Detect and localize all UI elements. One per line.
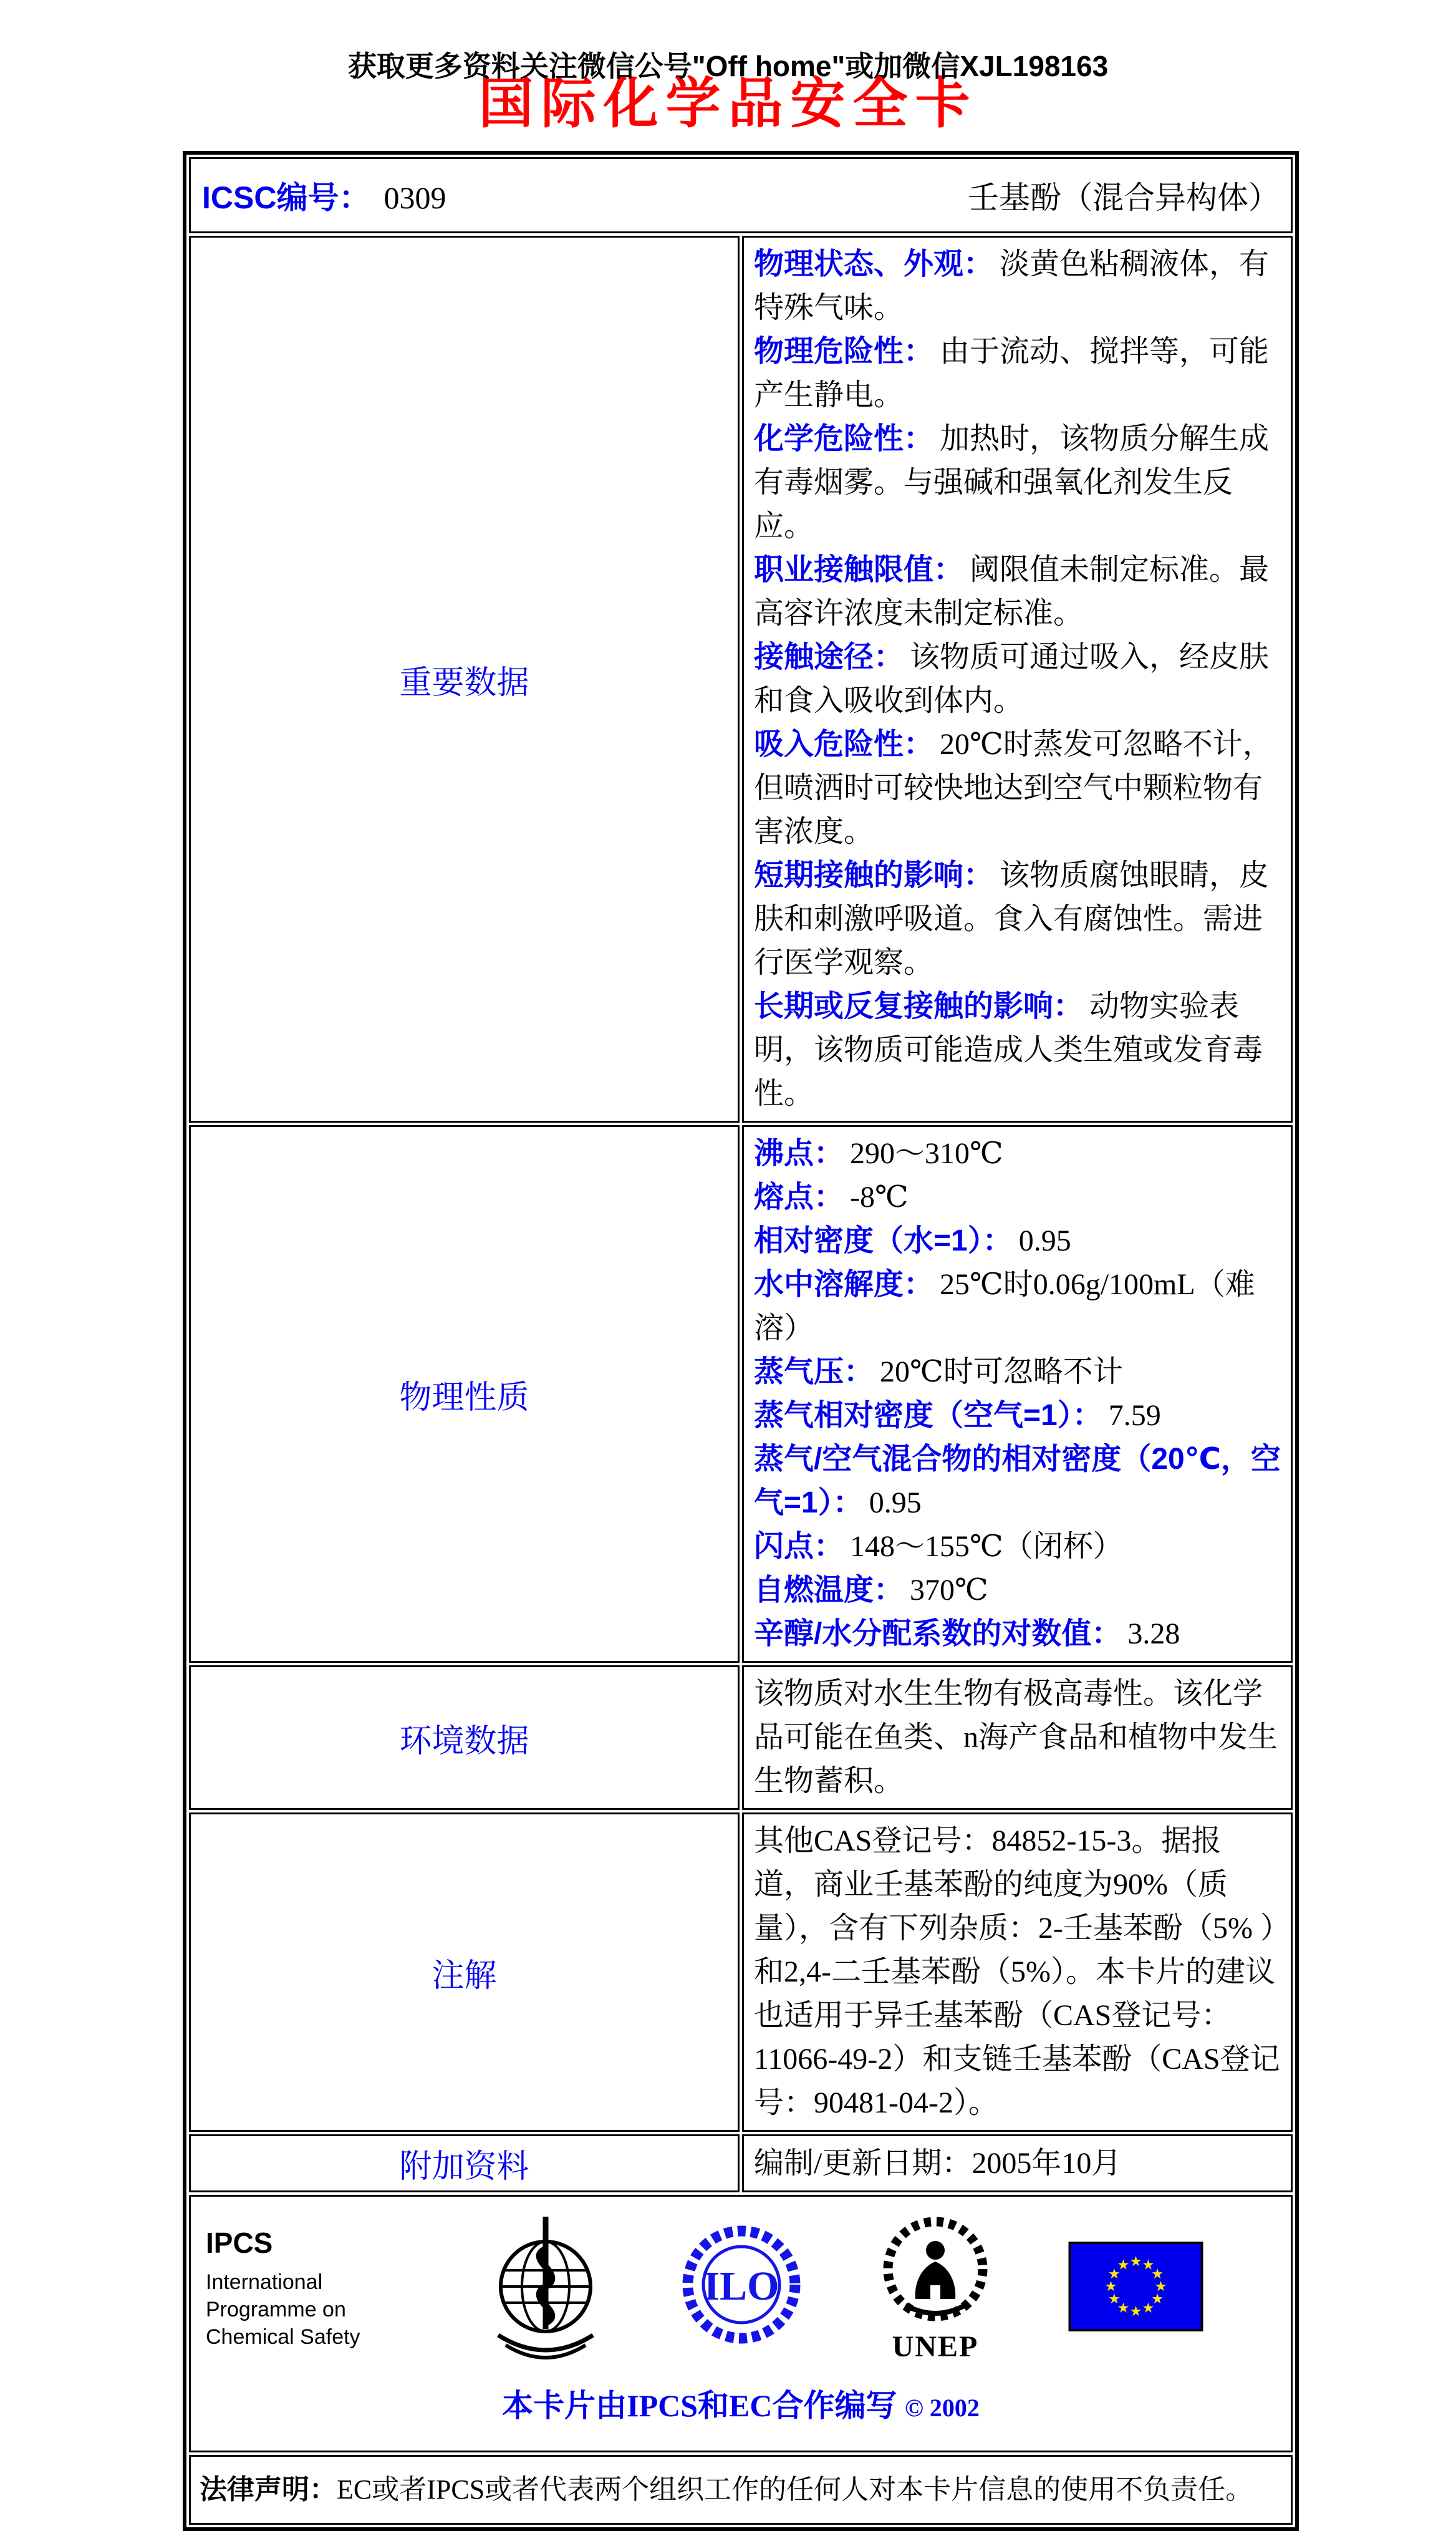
field-value: 编制/更新日期：2005年10月 xyxy=(754,2146,1122,2180)
legal-statement-cell xyxy=(189,2455,1293,2525)
field-line xyxy=(754,723,1281,854)
eu-flag-icon xyxy=(1068,2242,1203,2335)
field-value: 淡黄色粘稠液体，有特殊气味。 xyxy=(754,248,1270,324)
notes-cell xyxy=(742,1812,1293,2132)
field-line xyxy=(754,1438,1281,1525)
field-line xyxy=(754,1132,1281,1176)
field-value: 20℃时可忽略不计 xyxy=(880,1355,1123,1388)
row-label-environment-data: 环境数据 xyxy=(189,1665,740,1810)
field-value: 其他CAS登记号：84852-15-3。据报道，商业壬基苯酚的纯度为90%（质量），含有下列杂质：2-壬基苯酚（5% ）和2,4-二壬基苯酚（5%）。本卡片的建议也适用于异壬基苯酚（CAS登记号：11066-49-2）和支链壬基苯酚（CAS登记号：90481-04-2）。 xyxy=(754,1824,1280,2119)
field-line xyxy=(754,1394,1281,1438)
field-line xyxy=(754,1350,1281,1394)
ipcs-acronym: IPCS xyxy=(206,2226,273,2259)
field-label: 水中溶解度： xyxy=(754,1268,934,1301)
ipcs-text-block xyxy=(206,2226,412,2351)
field-value: 加热时，该物质分解生成有毒烟雾。与强碱和强氧化剂发生反应。 xyxy=(754,422,1270,543)
field-line xyxy=(754,1219,1281,1263)
caption-text: 本卡片由IPCS和EC合作编写 xyxy=(502,2388,897,2423)
legal-text: EC或者IPCS或者代表两个组织工作的任何人对本卡片信息的使用不负责任。 xyxy=(337,2474,1253,2505)
table-row xyxy=(189,2455,1293,2525)
field-label: 自燃温度： xyxy=(754,1574,904,1607)
table-row xyxy=(189,236,1293,1123)
table-row xyxy=(189,1812,1293,2132)
field-value: 7.59 xyxy=(1108,1399,1161,1432)
field-line xyxy=(754,417,1281,548)
field-label: 熔点： xyxy=(754,1181,844,1214)
page-title: 国际化学品安全卡 xyxy=(478,74,978,135)
field-label: 职业接触限值： xyxy=(754,553,964,586)
who-logo-icon xyxy=(483,2213,608,2363)
field-line xyxy=(754,548,1281,636)
field-label: 化学危险性： xyxy=(754,422,934,455)
row-label-notes: 注解 xyxy=(189,1812,740,2132)
row-label-important-data: 重要数据 xyxy=(189,236,740,1123)
field-line xyxy=(754,1819,1281,2125)
field-label: 相对密度（水=1）： xyxy=(754,1224,1013,1257)
field-line xyxy=(754,636,1281,723)
field-label: 沸点： xyxy=(754,1137,844,1170)
field-line xyxy=(754,854,1281,985)
field-label: 蒸气相对密度（空气=1）： xyxy=(754,1399,1102,1432)
field-value: -8℃ xyxy=(850,1181,909,1214)
page-top-note: 获取更多资料关注微信公号"Off home"或加微信XJL198163 xyxy=(347,50,1109,82)
field-value: 动物实验表明，该物质可能造成人类生殖或发育毒性。 xyxy=(754,990,1263,1110)
field-line xyxy=(754,330,1281,417)
icsc-number-group xyxy=(202,173,446,218)
unep-logo-text: UNEP xyxy=(892,2330,979,2361)
field-value: 20℃时蒸发可忽略不计，但喷洒时可较快地达到空气中颗粒物有害浓度。 xyxy=(754,728,1273,848)
copyright-text: © 2002 xyxy=(904,2394,980,2422)
environment-data-cell xyxy=(742,1665,1293,1810)
logos-cell xyxy=(189,2195,1293,2452)
field-label: 接触途径： xyxy=(754,641,904,674)
ipcs-name-line: Chemical Safety xyxy=(206,2325,360,2349)
field-label: 辛醇/水分配系数的对数值： xyxy=(754,1617,1122,1650)
field-line xyxy=(754,1263,1281,1350)
field-line xyxy=(754,1672,1281,1803)
table-row xyxy=(189,1125,1293,1663)
field-label: 蒸气压： xyxy=(754,1355,874,1388)
field-value: 148～155℃（闭杯） xyxy=(850,1530,1123,1563)
field-value: 370℃ xyxy=(910,1574,988,1607)
field-line xyxy=(754,1612,1281,1656)
field-label: 短期接触的影响： xyxy=(754,859,994,892)
table-row xyxy=(189,2134,1293,2192)
field-line xyxy=(754,1525,1281,1569)
icsc-header-cell xyxy=(189,157,1293,233)
field-label: 长期或反复接触的影响： xyxy=(754,990,1084,1023)
field-value: 0.95 xyxy=(1018,1224,1071,1257)
unep-logo-icon xyxy=(874,2212,996,2364)
ipcs-name-line: International xyxy=(206,2270,323,2294)
field-value: 该物质可通过吸入，经皮肤和食入吸收到体内。 xyxy=(754,641,1270,717)
field-value: 3.28 xyxy=(1127,1617,1180,1650)
icsc-number-label: ICSC编号： xyxy=(202,180,370,215)
chemical-name: 壬基酚（混合异构体） xyxy=(968,180,1280,215)
physical-properties-cell xyxy=(742,1125,1293,1663)
field-value: 290～310℃ xyxy=(850,1137,1003,1170)
field-value: 该物质对水生生物有极高毒性。该化学品可能在鱼类、n海产食品和植物中发生生物蓄积。 xyxy=(754,1677,1278,1798)
field-line xyxy=(754,243,1281,330)
ilo-logo-icon xyxy=(680,2216,803,2360)
field-line xyxy=(754,1569,1281,1612)
ipcs-name-line: Programme on xyxy=(206,2297,346,2321)
field-value: 该物质腐蚀眼睛，皮肤和刺激呼吸道。食入有腐蚀性。需进行医学观察。 xyxy=(754,859,1270,979)
field-value: 由于流动、搅拌等，可能产生静电。 xyxy=(754,335,1270,412)
additional-info-cell xyxy=(742,2134,1293,2192)
safety-card-table xyxy=(183,151,1299,2531)
field-value: 0.95 xyxy=(869,1486,922,1519)
table-row xyxy=(189,1665,1293,1810)
field-line xyxy=(754,2142,1281,2185)
field-label: 闪点： xyxy=(754,1530,844,1563)
field-label: 蒸气/空气混合物的相对密度（20℃，空气=1）： xyxy=(754,1443,1281,1519)
field-label: 物理危险性： xyxy=(754,335,934,368)
field-label: 吸入危险性： xyxy=(754,728,934,761)
icsc-number-value: 0309 xyxy=(383,180,446,215)
table-row xyxy=(189,157,1293,233)
row-label-additional-info: 附加资料 xyxy=(189,2134,740,2192)
cooperation-caption xyxy=(191,2381,1291,2426)
field-line xyxy=(754,985,1281,1116)
legal-label: 法律声明： xyxy=(200,2474,337,2505)
field-line xyxy=(754,1176,1281,1219)
field-label: 物理状态、外观： xyxy=(754,248,994,281)
field-value: 阈限值未制定标准。最高容许浓度未制定标准。 xyxy=(754,553,1270,630)
important-data-cell xyxy=(742,236,1293,1123)
row-label-physical-properties: 物理性质 xyxy=(189,1125,740,1663)
field-value: 25℃时0.06g/100mL（难溶） xyxy=(754,1268,1255,1345)
table-row xyxy=(189,2195,1293,2452)
ilo-logo-text: ILO xyxy=(703,2263,779,2309)
